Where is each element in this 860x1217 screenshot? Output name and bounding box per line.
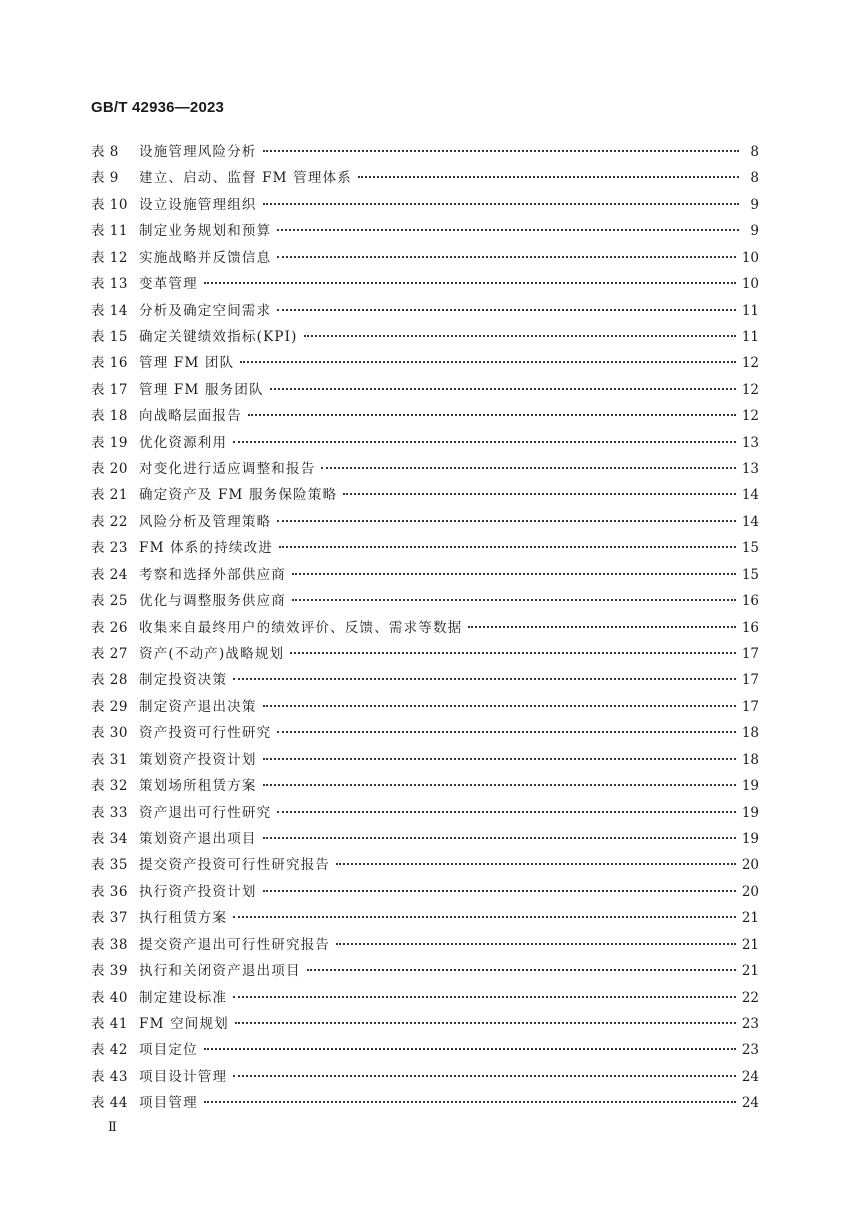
- toc-dot-leader: [292, 573, 736, 575]
- toc-entry-page: 16: [741, 593, 759, 610]
- toc-entry-page: 21: [741, 910, 759, 927]
- toc-entry-number: 表 31: [91, 751, 128, 768]
- toc-dot-leader: [277, 811, 736, 813]
- toc-entry-number: 表 38: [91, 936, 128, 953]
- toc-dot-leader: [233, 1075, 736, 1077]
- toc-entry-title: 资产(不动产)战略规划: [139, 646, 285, 663]
- toc-entry-title: 制定资产退出决策: [139, 698, 257, 715]
- toc-entry-title: 向战略层面报告: [139, 408, 242, 425]
- toc-entry[interactable]: [91, 721, 759, 747]
- toc-entry[interactable]: [91, 140, 759, 166]
- toc-entry-title: 对变化进行适应调整和报告: [139, 461, 316, 478]
- toc-entry[interactable]: [91, 1091, 759, 1117]
- toc-entry-number: 表 30: [91, 725, 128, 742]
- toc-dot-leader: [233, 996, 736, 998]
- toc-entry-title: 设立设施管理组织: [139, 196, 257, 213]
- toc-entry-title: 制定建设标准: [139, 989, 228, 1006]
- toc-dot-leader: [292, 599, 736, 601]
- toc-entry-title: 资产投资可行性研究: [139, 725, 272, 742]
- toc-entry-page: 24: [741, 1068, 759, 1085]
- toc-entry-page: 19: [741, 830, 759, 847]
- toc-entry-title: 设施管理风险分析: [139, 144, 257, 160]
- toc-entry-page: 12: [741, 408, 759, 425]
- toc-entry-page: 8: [750, 170, 759, 187]
- toc-dot-leader: [304, 335, 736, 337]
- toc-entry-page: 10: [741, 249, 759, 266]
- toc-entry-title: 项目设计管理: [139, 1068, 228, 1085]
- toc-entry[interactable]: [91, 827, 759, 853]
- toc-entry[interactable]: [91, 483, 759, 509]
- toc-entry-title: FM 体系的持续改进: [139, 540, 273, 557]
- toc-entry-title: 确定关键绩效指标(KPI): [139, 328, 298, 345]
- toc-entry-title: 管理 FM 服务团队: [139, 381, 264, 398]
- toc-dot-leader: [277, 520, 736, 522]
- toc-entry[interactable]: [91, 1065, 759, 1091]
- toc-entry-page: 17: [741, 646, 759, 663]
- toc-entry[interactable]: [91, 193, 759, 219]
- toc-entry[interactable]: [91, 246, 759, 272]
- toc-entry-title: 资产退出可行性研究: [139, 804, 272, 821]
- table-of-contents: [91, 140, 759, 1118]
- toc-entry-number: 表 13: [91, 276, 128, 293]
- toc-entry-number: 表 15: [91, 328, 128, 345]
- toc-entry-number: 表 23: [91, 540, 128, 557]
- toc-dot-leader: [263, 784, 736, 786]
- toc-entry[interactable]: [91, 986, 759, 1012]
- toc-entry-number: 表 20: [91, 461, 128, 478]
- toc-dot-leader: [277, 256, 736, 258]
- toc-dot-leader: [233, 916, 736, 918]
- toc-entry-title: 建立、启动、监督 FM 管理体系: [139, 170, 352, 187]
- toc-entry-title: 策划资产投资计划: [139, 751, 257, 768]
- toc-dot-leader: [307, 969, 736, 971]
- toc-entry-page: 19: [741, 804, 759, 821]
- toc-entry-page: 13: [741, 461, 759, 478]
- toc-entry-number: 表 37: [91, 910, 128, 927]
- toc-entry-title: 实施战略并反馈信息: [139, 249, 272, 266]
- toc-entry-number: 表 11: [91, 223, 128, 240]
- toc-entry-page: 9: [750, 196, 759, 213]
- toc-entry[interactable]: [91, 695, 759, 721]
- toc-entry-page: 9: [750, 223, 759, 240]
- toc-entry-page: 14: [741, 513, 759, 530]
- toc-dot-leader: [277, 229, 739, 231]
- toc-entry-number: 表 29: [91, 698, 128, 715]
- toc-entry[interactable]: [91, 563, 759, 589]
- toc-dot-leader: [248, 414, 736, 416]
- toc-entry[interactable]: [91, 299, 759, 325]
- toc-entry-title: 制定投资决策: [139, 672, 228, 689]
- toc-entry-page: 20: [741, 883, 759, 900]
- toc-entry[interactable]: [91, 510, 759, 536]
- toc-entry[interactable]: [91, 668, 759, 694]
- toc-dot-leader: [277, 309, 736, 311]
- toc-entry[interactable]: [91, 457, 759, 483]
- toc-entry[interactable]: [91, 431, 759, 457]
- toc-entry-title: 优化资源利用: [139, 434, 228, 451]
- toc-entry-number: 表 28: [91, 672, 128, 689]
- toc-entry-page: 12: [741, 355, 759, 372]
- toc-entry-page: 8: [750, 144, 759, 160]
- toc-dot-leader: [204, 1048, 736, 1050]
- toc-entry-number: 表 26: [91, 619, 128, 636]
- toc-entry-number: 表 34: [91, 830, 128, 847]
- toc-entry-page: 17: [741, 672, 759, 689]
- toc-entry-page: 13: [741, 434, 759, 451]
- toc-entry-number: 表 10: [91, 196, 128, 213]
- toc-entry[interactable]: [91, 351, 759, 377]
- toc-entry-title: 制定业务规划和预算: [139, 223, 272, 240]
- toc-entry-title: 风险分析及管理策略: [139, 513, 272, 530]
- toc-entry-page: 21: [741, 936, 759, 953]
- toc-entry-title: 确定资产及 FM 服务保险策略: [139, 487, 338, 504]
- toc-dot-leader: [263, 837, 736, 839]
- toc-entry-number: 表 32: [91, 778, 128, 795]
- toc-entry[interactable]: [91, 642, 759, 668]
- toc-entry-title: 收集来自最终用户的绩效评价、反馈、需求等数据: [139, 619, 463, 636]
- toc-entry-number: 表 24: [91, 566, 128, 583]
- toc-entry-title: FM 空间规划: [139, 1015, 229, 1032]
- toc-entry-number: 表 27: [91, 646, 128, 663]
- toc-entry-page: 16: [741, 619, 759, 636]
- toc-dot-leader: [358, 176, 739, 178]
- toc-entry[interactable]: [91, 378, 759, 404]
- toc-entry-title: 提交资产投资可行性研究报告: [139, 857, 331, 874]
- toc-entry[interactable]: [91, 774, 759, 800]
- toc-entry-number: 表 41: [91, 1015, 128, 1032]
- toc-dot-leader: [240, 361, 735, 363]
- toc-entry-page: 15: [741, 540, 759, 557]
- toc-entry-page: 10: [741, 276, 759, 293]
- toc-entry-title: 考察和选择外部供应商: [139, 566, 286, 583]
- toc-entry-number: 表 43: [91, 1068, 128, 1085]
- toc-dot-leader: [277, 731, 736, 733]
- toc-dot-leader: [263, 890, 736, 892]
- toc-entry-number: 表 9: [91, 170, 119, 187]
- toc-entry-title: 项目管理: [139, 1095, 198, 1112]
- toc-entry-number: 表 35: [91, 857, 128, 874]
- toc-entry-title: 执行租赁方案: [139, 910, 228, 927]
- toc-entry[interactable]: [91, 219, 759, 245]
- toc-entry-number: 表 22: [91, 513, 128, 530]
- toc-entry[interactable]: [91, 404, 759, 430]
- toc-entry-number: 表 18: [91, 408, 128, 425]
- toc-dot-leader: [336, 863, 736, 865]
- toc-dot-leader: [235, 1022, 736, 1024]
- toc-entry-number: 表 8: [91, 144, 119, 160]
- toc-entry-page: 12: [741, 381, 759, 398]
- toc-entry-number: 表 42: [91, 1042, 128, 1059]
- toc-entry-number: 表 33: [91, 804, 128, 821]
- toc-entry[interactable]: [91, 589, 759, 615]
- toc-entry-number: 表 40: [91, 989, 128, 1006]
- toc-dot-leader: [468, 626, 735, 628]
- toc-entry-page: 11: [741, 328, 759, 345]
- toc-entry-number: 表 44: [91, 1095, 128, 1112]
- toc-entry-page: 23: [741, 1015, 759, 1032]
- toc-entry-title: 提交资产退出可行性研究报告: [139, 936, 331, 953]
- toc-entry-title: 项目定位: [139, 1042, 198, 1059]
- toc-entry-page: 19: [741, 778, 759, 795]
- toc-dot-leader: [263, 150, 739, 152]
- toc-entry-title: 变革管理: [139, 276, 198, 293]
- page-number: Ⅱ: [108, 1120, 117, 1135]
- toc-entry-page: 21: [741, 963, 759, 980]
- toc-entry-page: 22: [741, 989, 759, 1006]
- toc-entry-page: 24: [741, 1095, 759, 1112]
- toc-entry-page: 18: [741, 725, 759, 742]
- standard-number: GB/T 42936—2023: [91, 99, 225, 116]
- toc-entry-title: 分析及确定空间需求: [139, 302, 272, 319]
- toc-dot-leader: [204, 1101, 736, 1103]
- toc-entry-page: 18: [741, 751, 759, 768]
- toc-entry-number: 表 25: [91, 593, 128, 610]
- toc-entry-title: 策划场所租赁方案: [139, 778, 257, 795]
- toc-dot-leader: [233, 441, 736, 443]
- toc-entry[interactable]: [91, 616, 759, 642]
- toc-entry-number: 表 21: [91, 487, 128, 504]
- toc-dot-leader: [263, 758, 736, 760]
- toc-entry[interactable]: [91, 853, 759, 879]
- toc-dot-leader: [263, 705, 736, 707]
- toc-entry[interactable]: [91, 1038, 759, 1064]
- toc-entry-page: 15: [741, 566, 759, 583]
- toc-entry[interactable]: [91, 933, 759, 959]
- toc-entry-number: 表 36: [91, 883, 128, 900]
- toc-entry[interactable]: [91, 748, 759, 774]
- toc-entry[interactable]: [91, 906, 759, 932]
- toc-entry-title: 执行和关闭资产退出项目: [139, 963, 301, 980]
- toc-dot-leader: [336, 943, 736, 945]
- toc-dot-leader: [204, 282, 736, 284]
- toc-entry-number: 表 12: [91, 249, 128, 266]
- toc-entry-page: 23: [741, 1042, 759, 1059]
- toc-entry-number: 表 19: [91, 434, 128, 451]
- toc-entry[interactable]: [91, 1012, 759, 1038]
- toc-entry[interactable]: [91, 536, 759, 562]
- toc-entry[interactable]: [91, 880, 759, 906]
- toc-dot-leader: [263, 203, 739, 205]
- toc-entry-title: 优化与调整服务供应商: [139, 593, 286, 610]
- toc-entry-title: 执行资产投资计划: [139, 883, 257, 900]
- toc-dot-leader: [343, 493, 736, 495]
- toc-entry-page: 17: [741, 698, 759, 715]
- toc-entry-page: 14: [741, 487, 759, 504]
- toc-dot-leader: [321, 467, 735, 469]
- toc-entry-number: 表 16: [91, 355, 128, 372]
- toc-entry[interactable]: [91, 166, 759, 192]
- toc-entry-title: 策划资产退出项目: [139, 830, 257, 847]
- toc-dot-leader: [233, 678, 736, 680]
- toc-entry-number: 表 14: [91, 302, 128, 319]
- toc-dot-leader: [290, 652, 736, 654]
- toc-entry-title: 管理 FM 团队: [139, 355, 235, 372]
- toc-entry-number: 表 17: [91, 381, 128, 398]
- toc-entry-page: 11: [741, 302, 759, 319]
- toc-entry[interactable]: [91, 801, 759, 827]
- toc-dot-leader: [279, 546, 736, 548]
- toc-dot-leader: [270, 388, 736, 390]
- toc-entry[interactable]: [91, 272, 759, 298]
- toc-entry[interactable]: [91, 959, 759, 985]
- toc-entry[interactable]: [91, 325, 759, 351]
- toc-entry-number: 表 39: [91, 963, 128, 980]
- toc-entry-page: 20: [741, 857, 759, 874]
